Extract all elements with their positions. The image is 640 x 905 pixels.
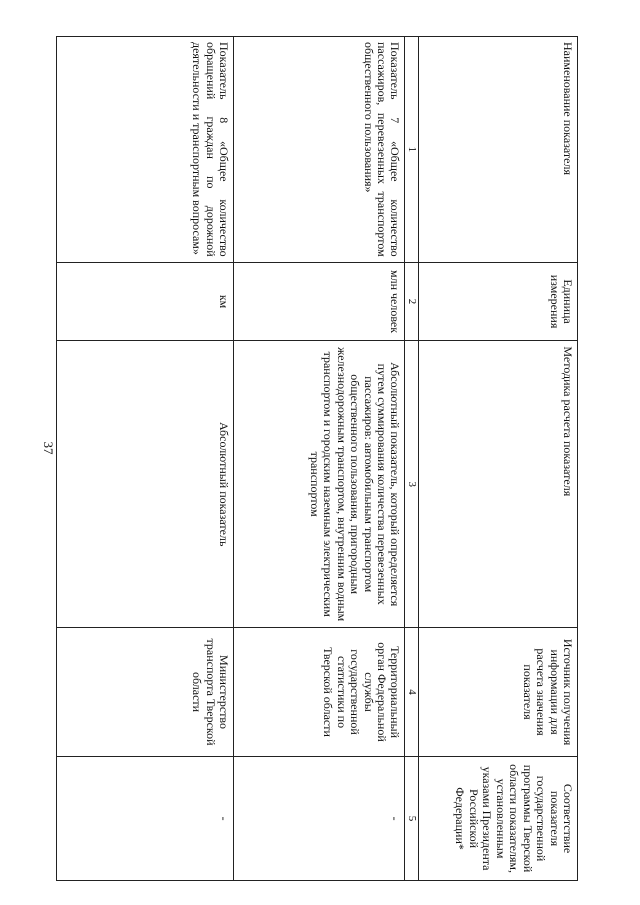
indicator-table-rotated bbox=[56, 36, 578, 881]
column-number: 3 bbox=[405, 341, 418, 628]
column-number: 2 bbox=[405, 262, 418, 341]
indicator-name: Показатель 7 «Общее количество пассажиров, перевезенных транспортом общественного пользования» bbox=[234, 37, 405, 263]
header-unit: Единица измерения bbox=[418, 262, 577, 341]
indicator-method: Абсолютный показатель, который определяется путем суммирования количества перевезенных пассажиров: автомобильным транспортом общественного пользования, пригородным железнодорожным транспортом, внутренним водным транспортом и городским наземным электрическим транспортом bbox=[234, 341, 405, 628]
indicator-compliance: - bbox=[234, 757, 405, 881]
column-number: 4 bbox=[405, 627, 418, 756]
page-number: 37 bbox=[41, 441, 56, 455]
header-method: Методика расчета показателя bbox=[418, 341, 577, 628]
table-row bbox=[234, 37, 405, 881]
column-number: 5 bbox=[405, 757, 418, 881]
indicator-name: Показатель 8 «Общее количество обращений граждан по дорожной деятельности и транспортным вопросам» bbox=[57, 37, 234, 263]
indicator-table bbox=[56, 36, 578, 881]
table-row bbox=[57, 37, 234, 881]
table-header-row bbox=[418, 37, 577, 881]
indicator-unit: млн человек bbox=[234, 262, 405, 341]
indicator-compliance: - bbox=[57, 757, 234, 881]
indicator-unit: км bbox=[57, 262, 234, 341]
indicator-method: Абсолютный показатель bbox=[57, 341, 234, 628]
indicator-source: Территориальный орган Федеральной службы государственной статистики по Тверской области bbox=[234, 627, 405, 756]
header-indicator-name: Наименование показателя bbox=[418, 37, 577, 263]
column-number-row bbox=[405, 37, 418, 881]
header-compliance: Соответствие показателя государственной программы Тверской области показателям, установленным указами Президента Российской Федерации* bbox=[418, 757, 577, 881]
column-number: 1 bbox=[405, 37, 418, 263]
indicator-source: Министерство транспорта Тверской области bbox=[57, 627, 234, 756]
header-source: Источник получения информации для расчета значения показателя bbox=[418, 627, 577, 756]
